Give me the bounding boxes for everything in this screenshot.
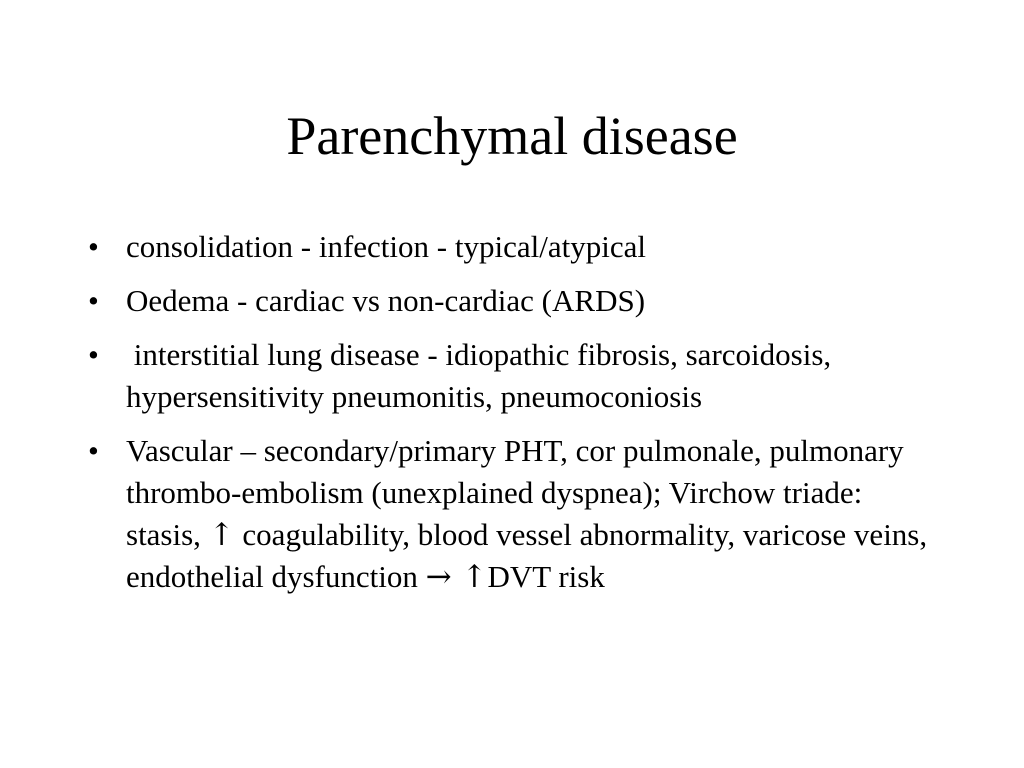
up-arrow-icon: ↑ (451, 559, 488, 595)
bullet-list (82, 226, 932, 610)
bullet-item-oedema (82, 280, 932, 322)
bullet-item-interstitial (82, 334, 932, 418)
bullet-icon: • (88, 229, 99, 264)
bullet-text: Oedema - cardiac vs non-cardiac (ARDS) (126, 283, 646, 318)
bullet-item-consolidation (82, 226, 932, 268)
bullet-icon: • (88, 433, 99, 468)
bullet-icon: • (88, 283, 99, 318)
bullet-icon: • (88, 337, 99, 372)
right-arrow-icon: → (425, 559, 452, 595)
bullet-text: interstitial lung disease - idiopathic fibrosis, sarcoidosis, hypersensitivity pneumonitis, pneumoconiosis (126, 337, 839, 414)
bullet-text-part-2: coagulability, blood vessel abnormality, varicose veins, endothelial dysfunction (126, 517, 928, 594)
bullet-item-vascular (82, 430, 932, 598)
bullet-text: consolidation - infection - typical/atypical (126, 229, 646, 264)
bullet-text-part-1: Vascular – secondary/primary PHT, cor pulmonale, pulmonary thrombo-embolism (unexplained dyspnea); Virchow triade: stasis, (126, 433, 904, 552)
up-arrow-icon: ↑ (208, 517, 235, 553)
bullet-text-part-3: DVT risk (487, 559, 605, 594)
slide-title: Parenchymal disease (286, 106, 738, 166)
